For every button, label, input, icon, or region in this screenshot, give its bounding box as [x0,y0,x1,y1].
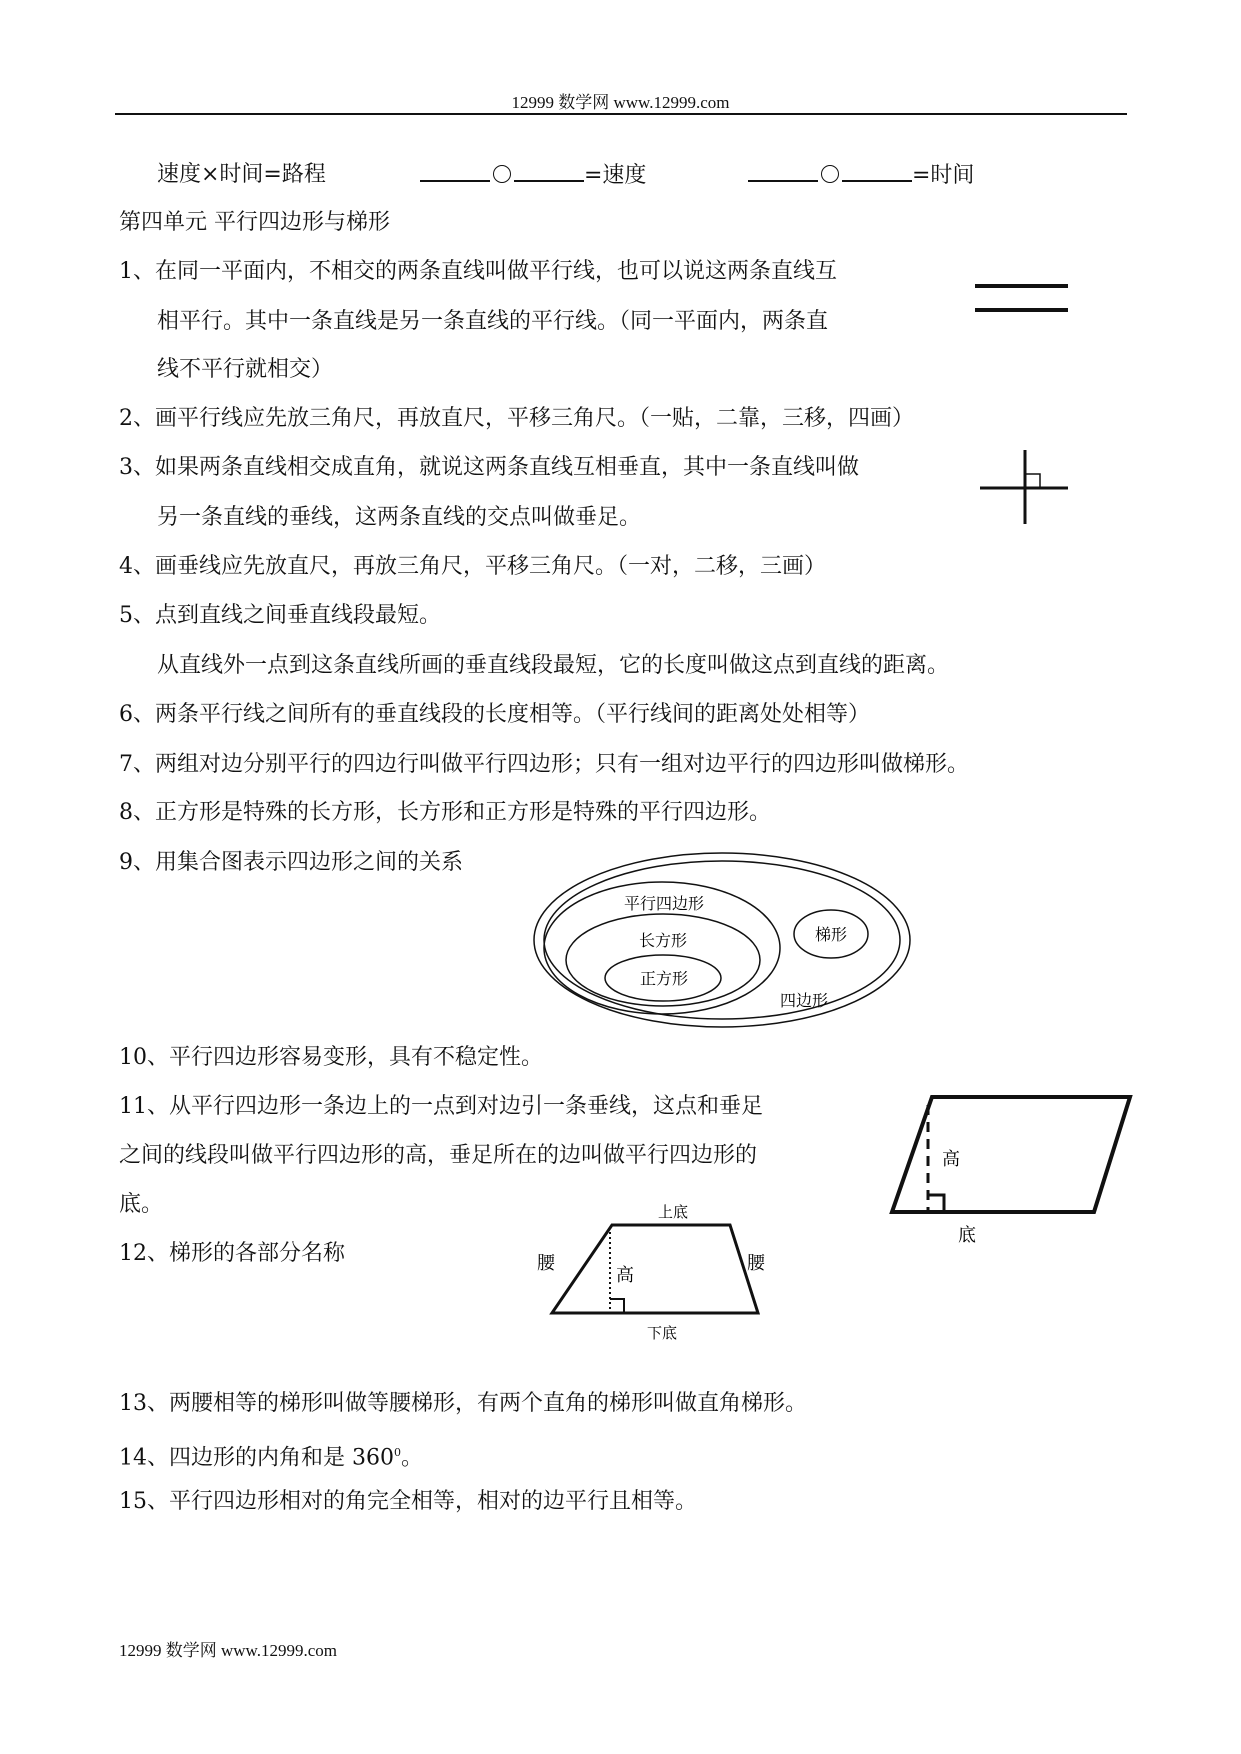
item-14-text: 14、四边形的内角和是 360 [119,1445,394,1471]
item-8: 8、正方形是特殊的长方形，长方形和正方形是特殊的平行四边形。 [119,800,771,825]
venn-label-square: 正方形 [639,969,689,988]
operator-circle [493,165,511,183]
formula-speed [420,160,646,191]
item-11-line-1: 11、从平行四边形一条边上的一点到对边引一条垂线，这点和垂足 [119,1094,763,1119]
trapezoid-bottom-label: 下底 [646,1324,678,1342]
item-5-line-2: 从直线外一点到这条直线所画的垂直线段最短，它的长度叫做这点到直线的距离。 [157,653,950,678]
item-9: 9、用集合图表示四边形之间的关系 [119,850,463,875]
venn-label-rectangle: 长方形 [638,931,688,950]
item-5-line-1: 5、点到直线之间垂直线段最短。 [119,603,441,628]
rectangle-set [566,914,760,1006]
item-1-line-2: 相平行。其中一条直线是另一条直线的平行线。（同一平面内，两条直 [157,309,829,334]
operator-circle [821,165,839,183]
item-6: 6、两条平行线之间所有的垂直线段的长度相等。（平行线间的距离处处相等） [119,702,870,727]
item-4: 4、画垂线应先放直尺，再放三角尺，平移三角尺。（一对，二移，三画） [119,554,826,579]
parallel-lines-icon [975,280,1070,315]
quadrilateral-venn-diagram [530,850,920,1030]
page-header: 12999 数学网 www.12999.com [511,93,730,112]
blank [748,160,818,182]
item-13: 13、两腰相等的梯形叫做等腰梯形，有两个直角的梯形叫做直角梯形。 [119,1391,807,1416]
item-1-line-1: 1、在同一平面内，不相交的两条直线叫做平行线，也可以说这两条直线互 [119,259,837,284]
item-11-line-2: 之间的线段叫做平行四边形的高，垂足所在的边叫做平行四边形的 [119,1143,758,1168]
parallelogram-figure [890,1095,1135,1250]
item-11-line-3: 底。 [119,1192,164,1217]
blank [842,160,912,182]
trapezoid-figure [537,1203,770,1345]
trapezoid-top-label: 上底 [657,1203,689,1221]
item-12: 12、梯形的各部分名称 [119,1241,345,1266]
perpendicular-lines-icon [980,450,1070,525]
section-title: 第四单元 平行四边形与梯形 [119,210,390,235]
trapezoid-height-label: 高 [616,1265,634,1286]
degree-superscript: 0 [393,1446,401,1459]
item-14 [119,1438,423,1473]
formula-time-result: =时间 [912,163,975,188]
venn-label-quadrilateral: 四边形 [779,991,829,1010]
trapezoid-left-leg-label: 腰 [537,1253,555,1274]
item-3-line-1: 3、如果两条直线相交成直角，就说这两条直线互相垂直，其中一条直线叫做 [119,455,859,480]
formula-speed-result: =速度 [584,163,647,188]
header-rule [115,113,1127,115]
parallelogram-height-label: 高 [942,1149,960,1170]
parallelogram-base-label: 底 [958,1225,976,1246]
item-14-end: 。 [400,1445,423,1471]
item-2: 2、画平行线应先放三角尺，再放直尺，平移三角尺。（一贴，二靠，三移，四画） [119,406,914,431]
formula-time [748,160,974,191]
blank [514,160,584,182]
page-footer: 12999 数学网 www.12999.com [119,1641,337,1660]
item-15: 15、平行四边形相对的角完全相等，相对的边平行且相等。 [119,1489,697,1514]
item-1-line-3: 线不平行就相交） [157,357,334,382]
item-3-line-2: 另一条直线的垂线，这两条直线的交点叫做垂足。 [157,505,642,530]
item-10: 10、平行四边形容易变形，具有不稳定性。 [119,1045,543,1070]
venn-label-parallelogram: 平行四边形 [623,894,705,913]
item-7: 7、两组对边分别平行的四边行叫做平行四边形；只有一组对边平行的四边形叫做梯形。 [119,752,969,777]
venn-label-trapezoid: 梯形 [814,925,848,944]
blank [420,160,490,182]
formula-distance: 速度×时间=路程 [157,162,326,187]
trapezoid-right-leg-label: 腰 [747,1253,765,1274]
